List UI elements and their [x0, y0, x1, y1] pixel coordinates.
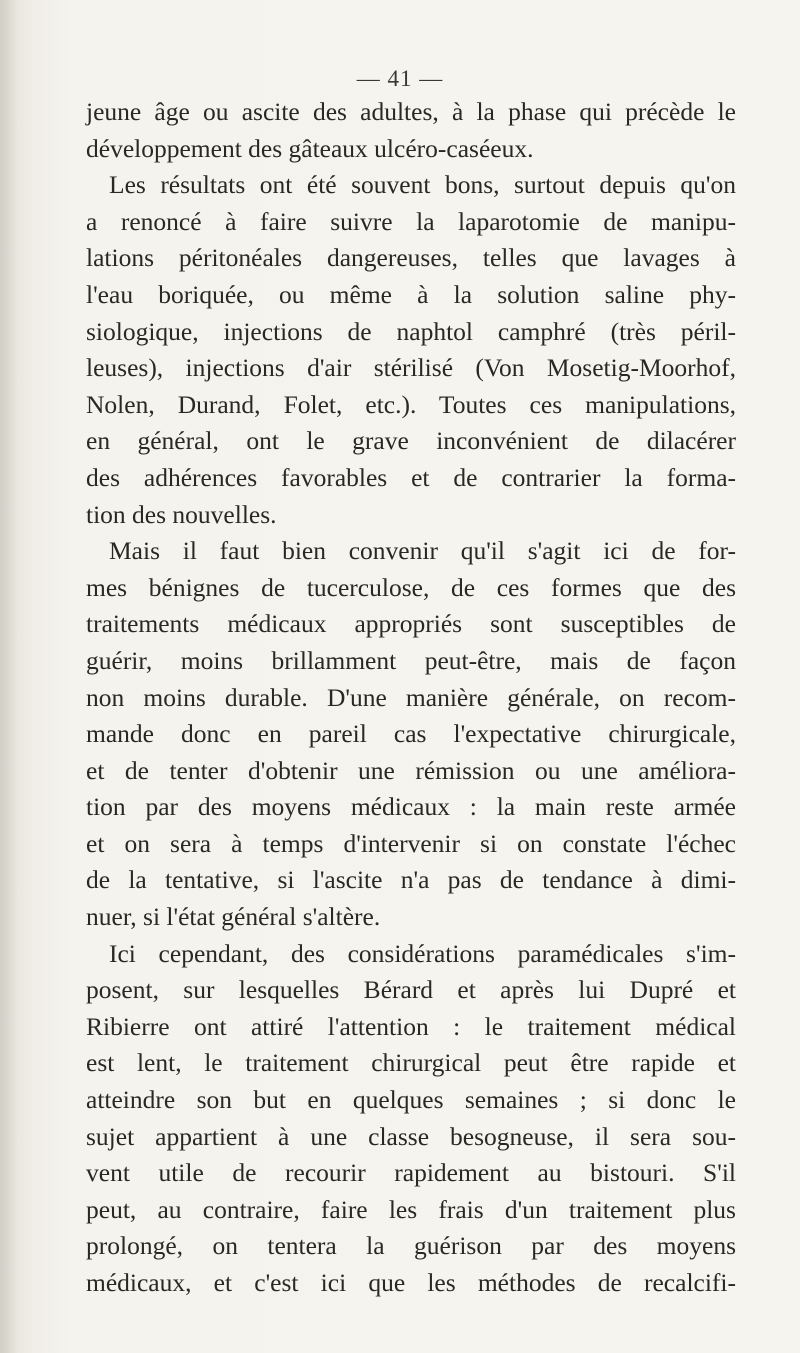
- text-line: lations péritonéales dangereuses, telles que lavages à: [86, 243, 736, 273]
- text-line: Ribierre ont attiré l'attention : le traitement médical: [86, 1011, 736, 1041]
- text-line: Mais il faut bien convenir qu'il s'agit ici de for-: [109, 536, 736, 566]
- text-line: leuses), injections d'air stérilisé (Von Mosetig-Moorhof,: [86, 353, 736, 383]
- text-line: en général, ont le grave inconvénient de dilacérer: [86, 426, 736, 456]
- text-line: prolongé, on tentera la guérison par des moyens: [86, 1231, 736, 1261]
- text-line: Ici cependant, des considérations paramédicales s'im-: [109, 938, 736, 968]
- text-line: médicaux, et c'est ici que les méthodes de recalcifi-: [86, 1268, 736, 1297]
- text-line: sujet appartient à une classe besogneuse, il sera sou-: [86, 1121, 736, 1151]
- body-text: [86, 94, 736, 1302]
- text-line: de la tentative, si l'ascite n'a pas de tendance à dimi-: [86, 865, 736, 895]
- text-line: et de tenter d'obtenir une rémission ou une améliora-: [86, 755, 736, 785]
- binding-gutter-shadow: [0, 0, 18, 1353]
- text-line: guérir, moins brillamment peut-être, mais de façon: [86, 645, 736, 675]
- text-line: Nolen, Durand, Folet, etc.). Toutes ces manipulations,: [86, 389, 736, 419]
- text-line: vent utile de recourir rapidement au bistouri. S'il: [86, 1158, 736, 1188]
- text-line: a renoncé à faire suivre la laparotomie de manipu-: [86, 206, 736, 236]
- text-line: nuer, si l'état général s'altère.: [86, 902, 381, 932]
- text-line: mes bénignes de tucerculose, de ces formes que des: [86, 572, 736, 602]
- text-line: atteindre son but en quelques semaines ; si donc le: [86, 1085, 736, 1115]
- text-line: tion des nouvelles.: [86, 499, 277, 529]
- text-line: développement des gâteaux ulcéro-caséeux.: [86, 133, 534, 163]
- text-line: et on sera à temps d'intervenir si on constate l'échec: [86, 828, 736, 858]
- text-line: peut, au contraire, faire les frais d'un traitement plus: [86, 1194, 736, 1224]
- text-line: non moins durable. D'une manière générale, on recom-: [86, 682, 736, 712]
- page-number: — 41 —: [356, 66, 444, 91]
- text-line: posent, sur lesquelles Bérard et après lui Dupré et: [86, 975, 736, 1005]
- text-line: est lent, le traitement chirurgical peut être rapide et: [86, 1048, 736, 1078]
- text-line: Les résultats ont été souvent bons, surtout depuis qu'on: [109, 170, 736, 200]
- text-line: traitements médicaux appropriés sont susceptibles de: [86, 609, 736, 639]
- text-line: des adhérences favorables et de contrarier la forma-: [86, 462, 736, 492]
- text-line: mande donc en pareil cas l'expectative chirurgicale,: [86, 719, 736, 749]
- text-line: jeune âge ou ascite des adultes, à la phase qui précède le: [86, 97, 736, 126]
- text-line: l'eau boriquée, ou même à la solution saline phy-: [86, 279, 736, 309]
- text-line: siologique, injections de naphtol camphré (très péril-: [86, 316, 736, 346]
- text-line: tion par des moyens médicaux : la main reste armée: [86, 792, 736, 822]
